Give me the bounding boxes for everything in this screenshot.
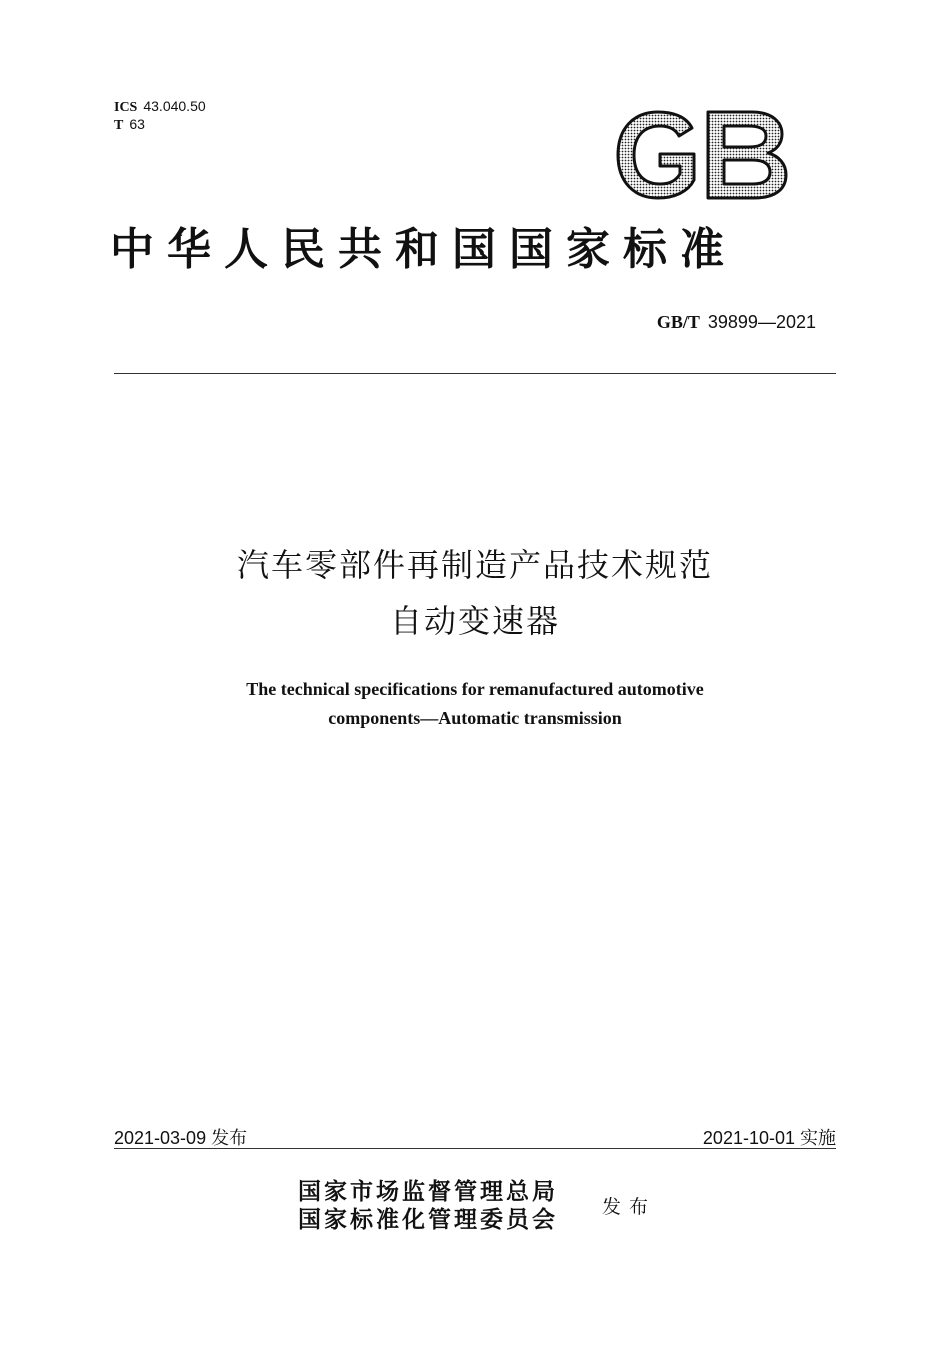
top-divider: [114, 373, 836, 374]
issue-date: 2021-03-09 发布: [114, 1128, 248, 1148]
issuer-samr: 国家市场监督管理总局: [298, 1178, 558, 1205]
title-en-line2: components—Automatic transmission: [328, 708, 622, 728]
title-en-line1: The technical specifications for remanufactured automotive: [246, 679, 704, 699]
standard-code: [657, 312, 816, 333]
gb-logo: [612, 108, 790, 202]
class-value: 63: [129, 116, 145, 132]
bottom-divider: [114, 1148, 836, 1149]
publish-label: 发布: [602, 1196, 657, 1218]
class-label: T: [114, 118, 124, 133]
issuer-sac: 国家标准化管理委员会: [298, 1206, 558, 1233]
title-cn-line1: 汽车零部件再制造产品技术规范: [236, 546, 713, 584]
title-cn-line2: 自动变速器: [389, 602, 560, 640]
ics-value: 43.040.50: [143, 98, 206, 114]
implementation-date: 2021-10-01 实施: [702, 1128, 836, 1148]
classification-block: [114, 98, 206, 134]
ics-line: [114, 98, 206, 116]
ics-label: ICS: [114, 100, 138, 115]
class-line: [114, 116, 206, 134]
national-standard-title: 中华人民共和国国家标准: [110, 224, 737, 275]
standard-code-prefix: GB/T: [656, 312, 700, 332]
standard-code-number: 39899—2021: [707, 312, 816, 332]
